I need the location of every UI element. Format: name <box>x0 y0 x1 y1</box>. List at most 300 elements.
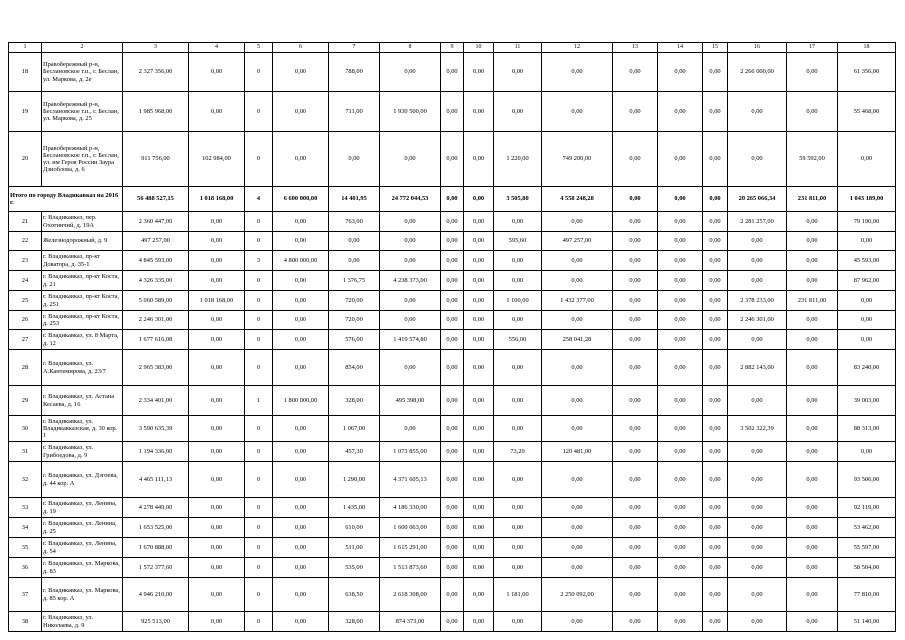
value-cell: 0 <box>245 92 273 132</box>
value-cell: 45 593,00 <box>838 251 896 271</box>
value-cell: 0,00 <box>542 518 613 538</box>
value-cell: 0,00 <box>728 251 787 271</box>
value-cell: 0,00 <box>658 92 703 132</box>
value-cell: 0,00 <box>728 271 787 291</box>
value-cell: 0,00 <box>542 271 613 291</box>
address-cell: г. Владикавказ, ул. Ленина, д. 19 <box>42 498 123 518</box>
value-cell: 93 506,00 <box>838 462 896 498</box>
row-number-cell: 31 <box>9 442 42 462</box>
value-cell: 0,00 <box>441 442 464 462</box>
value-cell: 1 018 168,00 <box>189 291 245 311</box>
value-cell: 0,00 <box>658 498 703 518</box>
address-cell: г. Владикавказ, ул. 8 Марта, д. 12 <box>42 330 123 350</box>
value-cell: 0,00 <box>787 538 838 558</box>
value-cell: 0,00 <box>189 251 245 271</box>
column-number-cell: 15 <box>703 43 728 53</box>
value-cell: 2 378 233,00 <box>728 291 787 311</box>
value-cell: 0,00 <box>464 212 494 232</box>
value-cell: 0,00 <box>613 291 658 311</box>
table-row <box>9 251 896 271</box>
value-cell: 0,00 <box>658 53 703 92</box>
value-cell: 0,00 <box>613 311 658 330</box>
value-cell: 0,00 <box>464 498 494 518</box>
value-cell: 0 <box>245 442 273 462</box>
value-cell: 0,00 <box>613 330 658 350</box>
row-number-cell: 34 <box>9 518 42 538</box>
column-number-cell: 9 <box>441 43 464 53</box>
value-cell: 0,00 <box>189 330 245 350</box>
value-cell: 0,00 <box>613 498 658 518</box>
value-cell: 0,00 <box>787 350 838 386</box>
value-cell: 328,00 <box>329 386 380 416</box>
value-cell: 39 003,00 <box>838 386 896 416</box>
value-cell: 0,00 <box>658 518 703 538</box>
value-cell: 0,00 <box>273 330 329 350</box>
value-cell: 925 513,00 <box>123 612 189 632</box>
value-cell: 4 558 248,28 <box>542 187 613 212</box>
value-cell: 0,00 <box>494 462 542 498</box>
table-row <box>9 132 896 187</box>
value-cell: 0,00 <box>787 462 838 498</box>
value-cell: 1 513 873,60 <box>380 558 441 578</box>
value-cell: 595,60 <box>494 232 542 251</box>
value-cell: 0,00 <box>728 612 787 632</box>
value-cell: 58 504,00 <box>838 558 896 578</box>
value-cell: 0,00 <box>658 132 703 187</box>
value-cell: 0,00 <box>189 498 245 518</box>
value-cell: 1 615 291,00 <box>380 538 441 558</box>
value-cell: 0,00 <box>273 518 329 538</box>
value-cell: 1 572 377,60 <box>123 558 189 578</box>
value-cell: 120 481,00 <box>542 442 613 462</box>
value-cell: 0 <box>245 416 273 442</box>
row-number-cell: 38 <box>9 612 42 632</box>
value-cell: 0,00 <box>380 311 441 330</box>
value-cell: 1 435,00 <box>329 498 380 518</box>
value-cell: 0,00 <box>441 132 464 187</box>
total-row <box>9 187 896 212</box>
value-cell: 87 962,00 <box>838 271 896 291</box>
value-cell: 711,00 <box>329 92 380 132</box>
value-cell: 0,00 <box>441 187 464 212</box>
value-cell: 0,00 <box>441 558 464 578</box>
value-cell: 0,00 <box>728 462 787 498</box>
value-cell: 0,00 <box>658 350 703 386</box>
column-number-cell: 1 <box>9 43 42 53</box>
address-cell: г. Владикавказ, ул. Ленина, д. 54 <box>42 538 123 558</box>
value-cell: 0,00 <box>542 416 613 442</box>
value-cell: 0 <box>245 232 273 251</box>
value-cell: 0,00 <box>703 518 728 538</box>
value-cell: 20 265 066,34 <box>728 187 787 212</box>
value-cell: 0,00 <box>464 350 494 386</box>
value-cell: 0,00 <box>728 92 787 132</box>
column-number-cell: 8 <box>380 43 441 53</box>
value-cell: 92 119,00 <box>838 498 896 518</box>
value-cell: 0,00 <box>464 291 494 311</box>
value-cell: 0,00 <box>613 232 658 251</box>
value-cell: 0,00 <box>380 53 441 92</box>
value-cell: 2 334 401,00 <box>123 386 189 416</box>
value-cell: 0,00 <box>464 518 494 538</box>
value-cell: 0,00 <box>273 212 329 232</box>
value-cell: 0,00 <box>658 442 703 462</box>
value-cell: 2 250 092,00 <box>542 578 613 612</box>
value-cell: 0,00 <box>494 416 542 442</box>
column-number-cell: 14 <box>658 43 703 53</box>
value-cell: 0,00 <box>703 291 728 311</box>
value-cell: 0,00 <box>728 518 787 538</box>
column-number-cell: 18 <box>838 43 896 53</box>
value-cell: 0,00 <box>189 612 245 632</box>
value-cell: 1 <box>245 386 273 416</box>
value-cell: 0 <box>245 350 273 386</box>
value-cell: 0,00 <box>728 232 787 251</box>
row-number-cell: 32 <box>9 462 42 498</box>
value-cell: 1 100,00 <box>494 291 542 311</box>
value-cell: 0,00 <box>787 518 838 538</box>
table-row <box>9 578 896 612</box>
repair-register-table <box>8 42 896 632</box>
value-cell: 0 <box>245 212 273 232</box>
value-cell: 0,00 <box>787 232 838 251</box>
value-cell: 1 067,00 <box>329 416 380 442</box>
value-cell: 0,00 <box>464 330 494 350</box>
value-cell: 0,00 <box>658 251 703 271</box>
value-cell: 0,00 <box>787 271 838 291</box>
value-cell: 0,00 <box>703 187 728 212</box>
value-cell: 0,00 <box>273 350 329 386</box>
value-cell: 4 465 111,13 <box>123 462 189 498</box>
value-cell: 1 419 574,80 <box>380 330 441 350</box>
value-cell: 0,00 <box>189 232 245 251</box>
value-cell: 0,00 <box>380 232 441 251</box>
value-cell: 0,00 <box>189 92 245 132</box>
value-cell: 1 985 968,00 <box>123 92 189 132</box>
value-cell: 495 398,00 <box>380 386 441 416</box>
value-cell: 1 181,00 <box>494 578 542 612</box>
value-cell: 231 811,00 <box>787 187 838 212</box>
value-cell: 0 <box>245 53 273 92</box>
value-cell: 0,00 <box>273 416 329 442</box>
value-cell: 0,00 <box>703 442 728 462</box>
value-cell: 6 600 000,00 <box>273 187 329 212</box>
value-cell: 0,00 <box>787 212 838 232</box>
column-number-cell: 17 <box>787 43 838 53</box>
value-cell: 0,00 <box>273 291 329 311</box>
value-cell: 0,00 <box>613 271 658 291</box>
value-cell: 0,00 <box>494 350 542 386</box>
value-cell: 0,00 <box>380 416 441 442</box>
value-cell: 0,00 <box>658 462 703 498</box>
value-cell: 0,00 <box>441 498 464 518</box>
value-cell: 4 278 449,00 <box>123 498 189 518</box>
value-cell: 0,00 <box>273 462 329 498</box>
row-number-cell: 35 <box>9 538 42 558</box>
value-cell: 0,00 <box>787 92 838 132</box>
value-cell: 0,00 <box>703 330 728 350</box>
value-cell: 4 946 210,00 <box>123 578 189 612</box>
row-number-cell: 29 <box>9 386 42 416</box>
value-cell: 497 257,00 <box>123 232 189 251</box>
value-cell: 0,00 <box>787 558 838 578</box>
value-cell: 0,00 <box>728 386 787 416</box>
row-number-cell: 22 <box>9 232 42 251</box>
value-cell: 0,00 <box>494 518 542 538</box>
value-cell: 0,00 <box>703 92 728 132</box>
value-cell: 854,00 <box>329 350 380 386</box>
value-cell: 0,00 <box>703 251 728 271</box>
address-cell: г. Владикавказ, пр-кт Коста, д. 251 <box>42 291 123 311</box>
value-cell: 610,00 <box>329 518 380 538</box>
value-cell: 0,00 <box>613 92 658 132</box>
value-cell: 0,00 <box>658 271 703 291</box>
value-cell: 0,00 <box>189 578 245 612</box>
value-cell: 0,00 <box>542 92 613 132</box>
value-cell: 0,00 <box>494 498 542 518</box>
value-cell: 0,00 <box>703 132 728 187</box>
value-cell: 2 882 143,00 <box>728 350 787 386</box>
value-cell: 0,00 <box>189 518 245 538</box>
value-cell: 0,00 <box>441 518 464 538</box>
value-cell: 0,00 <box>380 251 441 271</box>
value-cell: 0,00 <box>189 350 245 386</box>
value-cell: 0,00 <box>441 251 464 271</box>
value-cell: 4 371 605,13 <box>380 462 441 498</box>
value-cell: 0,00 <box>189 416 245 442</box>
value-cell: 0,00 <box>189 212 245 232</box>
value-cell: 0,00 <box>441 291 464 311</box>
value-cell: 0,00 <box>613 612 658 632</box>
value-cell: 0,00 <box>494 251 542 271</box>
value-cell: 0,00 <box>703 538 728 558</box>
table-row <box>9 612 896 632</box>
value-cell: 51 140,00 <box>838 612 896 632</box>
value-cell: 0,00 <box>189 462 245 498</box>
value-cell: 0,00 <box>464 271 494 291</box>
value-cell: 0,00 <box>464 232 494 251</box>
address-cell: г. Владикавказ, ул. Николаева, д. 9 <box>42 612 123 632</box>
value-cell: 53 462,00 <box>838 518 896 538</box>
value-cell: 1 376,75 <box>329 271 380 291</box>
value-cell: 457,30 <box>329 442 380 462</box>
value-cell: 0,00 <box>464 187 494 212</box>
column-number-cell: 10 <box>464 43 494 53</box>
value-cell: 0,00 <box>464 386 494 416</box>
value-cell: 0,00 <box>380 291 441 311</box>
value-cell: 0,00 <box>703 612 728 632</box>
value-cell: 749 200,00 <box>542 132 613 187</box>
value-cell: 24 772 044,53 <box>380 187 441 212</box>
value-cell: 59 592,00 <box>787 132 838 187</box>
row-number-cell: 20 <box>9 132 42 187</box>
value-cell: 3 590 635,39 <box>123 416 189 442</box>
value-cell: 1 220,00 <box>494 132 542 187</box>
value-cell: 0,00 <box>728 442 787 462</box>
value-cell: 0,00 <box>703 578 728 612</box>
value-cell: 0,00 <box>542 558 613 578</box>
value-cell: 0,00 <box>494 311 542 330</box>
value-cell: 0,00 <box>542 538 613 558</box>
value-cell: 0,00 <box>273 271 329 291</box>
value-cell: 0,00 <box>613 132 658 187</box>
value-cell: 0,00 <box>787 498 838 518</box>
value-cell: 0,00 <box>329 251 380 271</box>
value-cell: 0,00 <box>703 232 728 251</box>
value-cell: 556,00 <box>494 330 542 350</box>
column-number-row <box>9 43 896 53</box>
table-row <box>9 92 896 132</box>
value-cell: 0,00 <box>542 350 613 386</box>
value-cell: 720,00 <box>329 311 380 330</box>
value-cell: 0 <box>245 498 273 518</box>
value-cell: 0,00 <box>658 538 703 558</box>
value-cell: 2 281 257,00 <box>728 212 787 232</box>
value-cell: 0,00 <box>838 442 896 462</box>
column-number-cell: 13 <box>613 43 658 53</box>
value-cell: 0,00 <box>787 416 838 442</box>
row-number-cell: 28 <box>9 350 42 386</box>
value-cell: 0 <box>245 462 273 498</box>
value-cell: 0,00 <box>494 271 542 291</box>
value-cell: 0,00 <box>441 212 464 232</box>
register-sheet <box>8 42 896 632</box>
value-cell: 0 <box>245 330 273 350</box>
value-cell: 2 360 447,00 <box>123 212 189 232</box>
value-cell: 0,00 <box>189 442 245 462</box>
value-cell: 3 505,80 <box>494 187 542 212</box>
value-cell: 911 756,00 <box>123 132 189 187</box>
value-cell: 0,00 <box>658 330 703 350</box>
value-cell: 4 <box>245 187 273 212</box>
table-row <box>9 291 896 311</box>
value-cell: 0,00 <box>787 311 838 330</box>
value-cell: 0,00 <box>613 462 658 498</box>
value-cell: 0,00 <box>728 330 787 350</box>
value-cell: 1 653 525,00 <box>123 518 189 538</box>
value-cell: 0,00 <box>728 498 787 518</box>
value-cell: 0,00 <box>787 612 838 632</box>
value-cell: 1 043 189,00 <box>838 187 896 212</box>
value-cell: 0,00 <box>613 538 658 558</box>
value-cell: 0,00 <box>703 462 728 498</box>
value-cell: 0,00 <box>441 612 464 632</box>
address-cell: Железнодорожный, д. 9 <box>42 232 123 251</box>
value-cell: 0,00 <box>703 558 728 578</box>
value-cell: 4 845 593,00 <box>123 251 189 271</box>
value-cell: 511,00 <box>329 538 380 558</box>
value-cell: 0,00 <box>703 386 728 416</box>
value-cell: 2 965 383,00 <box>123 350 189 386</box>
value-cell: 0,00 <box>613 578 658 612</box>
value-cell: 0,00 <box>273 92 329 132</box>
value-cell: 0,00 <box>494 538 542 558</box>
table-row <box>9 330 896 350</box>
value-cell: 0,00 <box>613 350 658 386</box>
address-cell: г. Владикавказ, пер. Охотничий, д. 19А <box>42 212 123 232</box>
value-cell: 0,00 <box>613 251 658 271</box>
value-cell: 0,00 <box>464 53 494 92</box>
value-cell: 0,00 <box>787 386 838 416</box>
value-cell: 0,00 <box>441 578 464 612</box>
address-cell: г. Владикавказ, ул. Дзгоева, д. 44 кор. А <box>42 462 123 498</box>
value-cell: 0 <box>245 558 273 578</box>
value-cell: 0,00 <box>542 462 613 498</box>
value-cell: 0,00 <box>787 251 838 271</box>
value-cell: 0,00 <box>441 330 464 350</box>
value-cell: 0,00 <box>613 386 658 416</box>
value-cell: 56 488 527,15 <box>123 187 189 212</box>
value-cell: 0,00 <box>494 212 542 232</box>
value-cell: 231 811,00 <box>787 291 838 311</box>
value-cell: 3 <box>245 251 273 271</box>
row-number-cell: 25 <box>9 291 42 311</box>
value-cell: 0,00 <box>703 350 728 386</box>
value-cell: 0 <box>245 612 273 632</box>
table-row <box>9 462 896 498</box>
table-row <box>9 386 896 416</box>
value-cell: 0,00 <box>441 53 464 92</box>
value-cell: 0,00 <box>542 212 613 232</box>
value-cell: 1 600 063,00 <box>380 518 441 538</box>
value-cell: 1 194 336,00 <box>123 442 189 462</box>
value-cell: 576,00 <box>329 330 380 350</box>
value-cell: 1 018 168,00 <box>189 187 245 212</box>
row-number-cell: 26 <box>9 311 42 330</box>
value-cell: 0,00 <box>380 350 441 386</box>
value-cell: 0,00 <box>728 558 787 578</box>
address-cell: г. Владикавказ, ул. Грибоедова, д. 9 <box>42 442 123 462</box>
value-cell: 0,00 <box>273 53 329 92</box>
value-cell: 0,00 <box>273 538 329 558</box>
value-cell: 0,00 <box>189 271 245 291</box>
value-cell: 0,00 <box>464 92 494 132</box>
value-cell: 0,00 <box>838 291 896 311</box>
value-cell: 2 246 301,00 <box>123 311 189 330</box>
value-cell: 0,00 <box>658 212 703 232</box>
value-cell: 0,00 <box>613 53 658 92</box>
value-cell: 0,00 <box>273 558 329 578</box>
value-cell: 0,00 <box>494 92 542 132</box>
value-cell: 0,00 <box>728 578 787 612</box>
value-cell: 0,00 <box>273 578 329 612</box>
value-cell: 0 <box>245 578 273 612</box>
value-cell: 0,00 <box>464 442 494 462</box>
row-number-cell: 30 <box>9 416 42 442</box>
value-cell: 0,00 <box>838 232 896 251</box>
value-cell: 763,00 <box>329 212 380 232</box>
value-cell: 0,00 <box>464 462 494 498</box>
value-cell: 874 373,00 <box>380 612 441 632</box>
value-cell: 720,00 <box>329 291 380 311</box>
value-cell: 0,00 <box>542 612 613 632</box>
value-cell: 0,00 <box>728 538 787 558</box>
value-cell: 0,00 <box>441 311 464 330</box>
value-cell: 73,20 <box>494 442 542 462</box>
value-cell: 258 041,28 <box>542 330 613 350</box>
address-cell: г. Владикавказ, ул. Ленина, д. 25 <box>42 518 123 538</box>
value-cell: 0 <box>245 518 273 538</box>
value-cell: 0,00 <box>703 416 728 442</box>
value-cell: 0,00 <box>658 311 703 330</box>
value-cell: 0,00 <box>838 132 896 187</box>
value-cell: 0,00 <box>380 132 441 187</box>
row-number-cell: 18 <box>9 53 42 92</box>
value-cell: 1 670 888,00 <box>123 538 189 558</box>
row-number-cell: 37 <box>9 578 42 612</box>
column-number-cell: 2 <box>42 43 123 53</box>
address-cell: г. Владикавказ, ул. Маркова, д. 85 кор. А <box>42 578 123 612</box>
